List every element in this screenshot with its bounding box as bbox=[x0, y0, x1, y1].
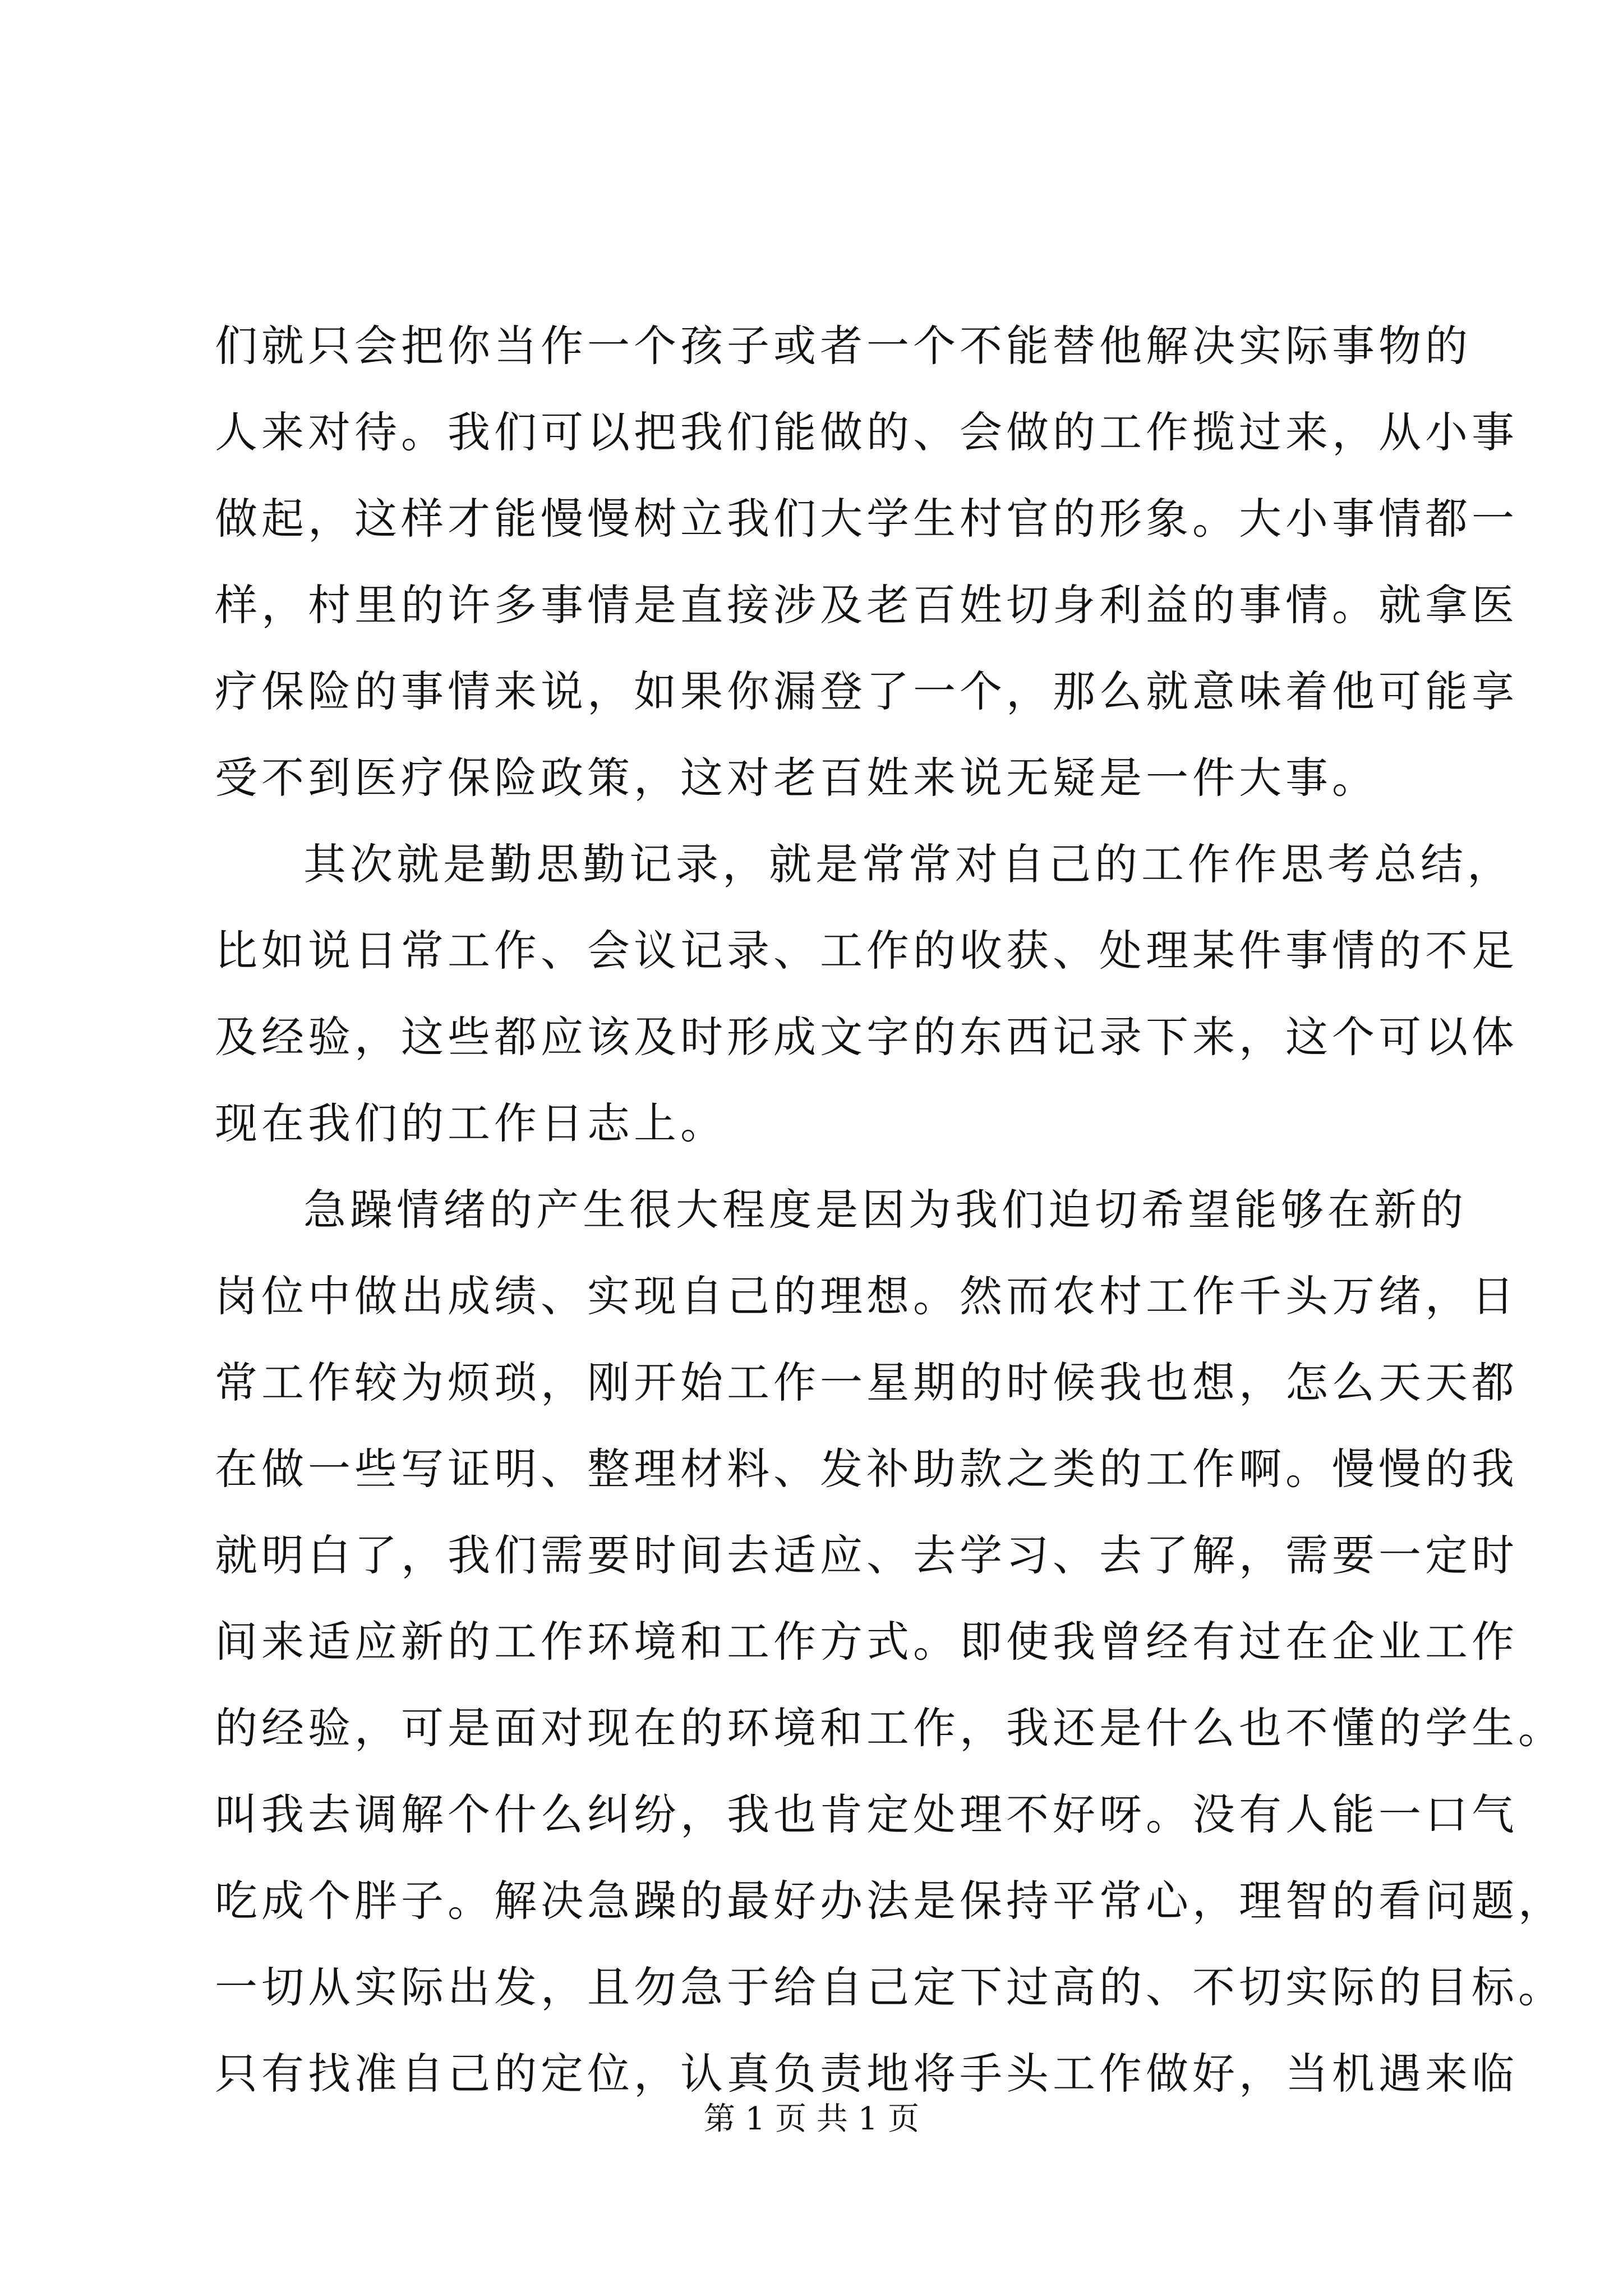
text-line-21: 只有找准自己的定位，认真负责地将手头工作做好，当机遇来临 bbox=[215, 2049, 1518, 2099]
text-line-17: 的经验，可是面对现在的环境和工作，我还是什么也不懂的学生。 bbox=[215, 1703, 1565, 1753]
text-line-14: 在做一些写证明、整理材料、发补助款之类的工作啊。慢慢的我 bbox=[215, 1444, 1518, 1494]
text-line-3: 做起，这样才能慢慢树立我们大学生村官的形象。大小事情都一 bbox=[215, 494, 1518, 544]
text-line-9: 及经验，这些都应该及时形成文字的东西记录下来，这个可以体 bbox=[215, 1012, 1518, 1062]
text-line-10: 现在我们的工作日志上。 bbox=[215, 1098, 727, 1148]
text-line-18: 叫我去调解个什么纠纷，我也肯定处理不好呀。没有人能一口气 bbox=[215, 1789, 1518, 1839]
text-line-19: 吃成个胖子。解决急躁的最好办法是保持平常心，理智的看问题， bbox=[215, 1876, 1565, 1926]
text-line-12: 岗位中做出成绩、实现自己的理想。然而农村工作千头万绪，日 bbox=[215, 1271, 1518, 1321]
document-body bbox=[215, 303, 1565, 2117]
text-line-13: 常工作较为烦琐，刚开始工作一星期的时候我也想，怎么天天都 bbox=[215, 1358, 1518, 1407]
text-line-2: 人来对待。我们可以把我们能做的、会做的工作揽过来，从小事 bbox=[215, 407, 1518, 457]
text-line-1: 们就只会把你当作一个孩子或者一个不能替他解决实际事物的 bbox=[215, 321, 1472, 371]
text-line-11: 急躁情绪的产生很大程度是因为我们迫切希望能够在新的 bbox=[303, 1185, 1467, 1235]
text-line-7: 其次就是勤思勤记录，就是常常对自己的工作作思考总结， bbox=[303, 839, 1514, 889]
text-line-4: 样，村里的许多事情是直接涉及老百姓切身利益的事情。就拿医 bbox=[215, 580, 1518, 630]
text-line-6: 受不到医疗保险政策，这对老百姓来说无疑是一件大事。 bbox=[215, 753, 1378, 803]
page-footer: 第 1 页 共 1 页 bbox=[703, 2101, 920, 2137]
text-line-8: 比如说日常工作、会议记录、工作的收获、处理某件事情的不足 bbox=[215, 926, 1518, 976]
text-line-5: 疗保险的事情来说，如果你漏登了一个，那么就意味着他可能享 bbox=[215, 666, 1518, 716]
text-line-15: 就明白了，我们需要时间去适应、去学习、去了解，需要一定时 bbox=[215, 1530, 1518, 1580]
text-line-16: 间来适应新的工作环境和工作方式。即使我曾经有过在企业工作 bbox=[215, 1617, 1518, 1667]
text-line-20: 一切从实际出发，且勿急于给自己定下过高的、不切实际的目标。 bbox=[215, 1962, 1565, 2012]
